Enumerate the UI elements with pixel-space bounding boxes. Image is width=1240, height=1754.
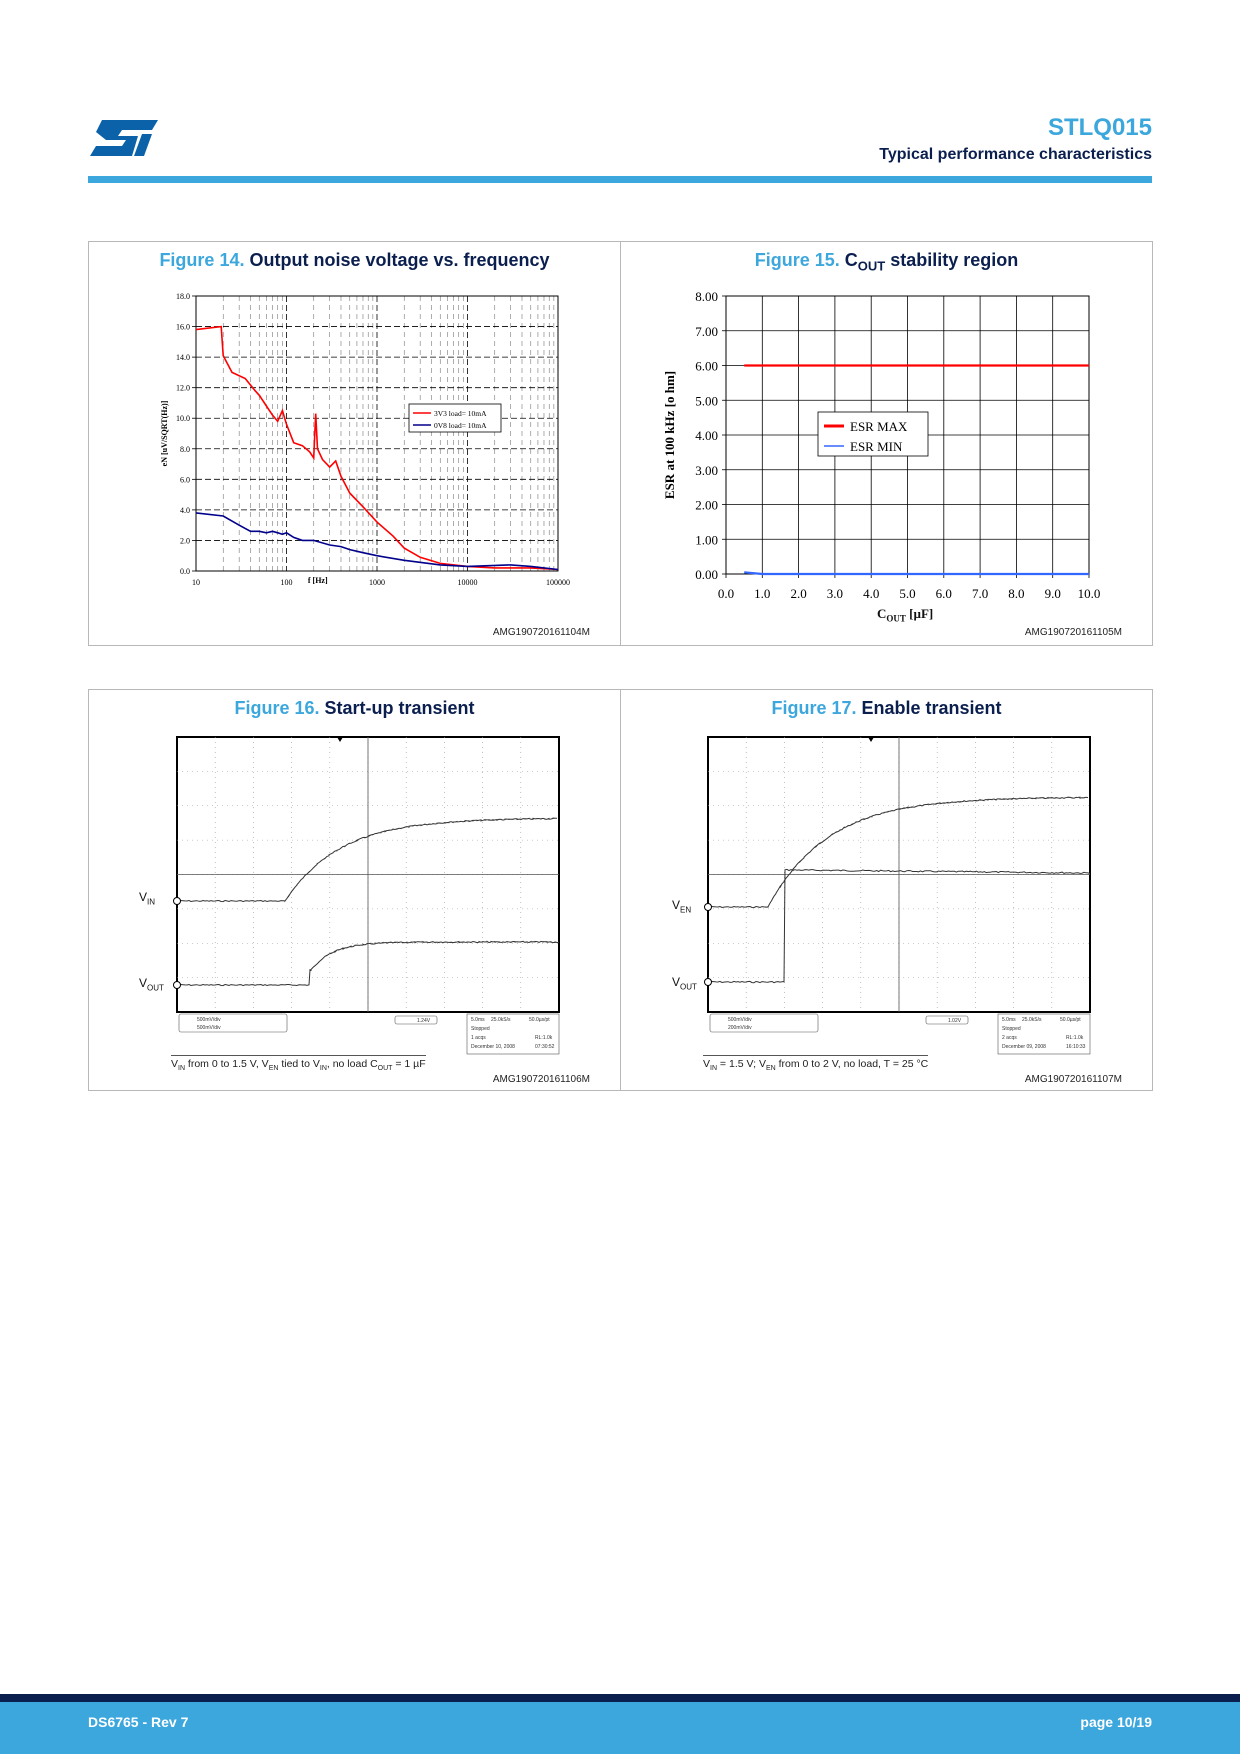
figure-16-caption: $V_{IN}$ from 0 to 1.5 V, $V_{EN}$ tied to $V_{IN}$, no load $C_{OUT} = 1$ µF — [171, 1055, 426, 1072]
doc-title: STLQ015 — [1047, 114, 1152, 141]
y-tick-label: 8.0 — [180, 444, 190, 454]
x-tick-label: 9.0 — [1044, 586, 1061, 601]
x-tick-label: 1000 — [369, 578, 385, 587]
channel-marker — [705, 904, 712, 911]
figure-15-code: AMG190720161105M — [1024, 627, 1122, 638]
acq-time: 07:30:52 — [535, 1044, 555, 1050]
acq-status: Stopped — [1002, 1026, 1021, 1032]
vout-label: $V_{OUT}$ — [139, 976, 164, 993]
footer-rule — [0, 1694, 1240, 1702]
figure-16-code: AMG190720161106M — [492, 1074, 590, 1085]
figure-14-panel — [88, 241, 621, 646]
ch2-scale: 500mV/div — [197, 1025, 221, 1031]
record-length: RL:1.0k — [1066, 1035, 1084, 1041]
channel-info-box — [710, 1014, 818, 1032]
y-tick-label: 6.0 — [180, 475, 190, 485]
x-tick-label: 8.0 — [1008, 586, 1025, 601]
y-tick-label: 0.0 — [180, 567, 190, 576]
page-number: page 10/19 — [1080, 1714, 1152, 1730]
channel-marker — [174, 898, 181, 905]
y-tick-label: 4.00 — [695, 428, 718, 443]
legend-entry: ESR MAX — [850, 419, 908, 434]
y-tick-label: 5.00 — [695, 393, 718, 409]
figure-17-panel — [620, 689, 1153, 1091]
x-tick-label: 0.0 — [717, 586, 735, 601]
acq-time: 16:10:33 — [1066, 1044, 1086, 1050]
record-length: RL:1.0k — [535, 1035, 553, 1041]
st-logo — [88, 118, 160, 158]
acq-date: December 09, 2008 — [1002, 1044, 1046, 1050]
y-tick-label: 2.00 — [695, 497, 718, 513]
figure-15-panel — [620, 241, 1153, 646]
legend-entry: ESR MIN — [850, 439, 903, 454]
trigger-level: 1.02V — [948, 1018, 962, 1024]
y-tick-label: 12.0 — [176, 383, 190, 393]
channel-marker — [705, 979, 712, 986]
channel-info-box — [179, 1014, 287, 1032]
x-tick-label: 4.0 — [863, 586, 880, 601]
ch1-scale: 500mV/div — [728, 1017, 752, 1023]
y-tick-label: 14.0 — [176, 353, 190, 363]
x-axis-label: $C_{OUT}$ [µF] — [877, 606, 934, 624]
y-tick-label: 0.00 — [695, 567, 718, 582]
acq-date: December 10, 2008 — [471, 1044, 515, 1050]
time-per-point: 50.0µs/pt — [529, 1017, 550, 1023]
y-tick-label: 10.0 — [176, 414, 190, 424]
trigger-info-box — [395, 1016, 437, 1024]
acq-count: 2 acqs — [1002, 1035, 1017, 1041]
x-tick-label: 10 — [192, 578, 200, 587]
trigger-info-box — [926, 1016, 968, 1024]
y-tick-label: 7.00 — [695, 323, 718, 339]
y-tick-label: 8.00 — [695, 289, 718, 304]
figure-14-code: AMG190720161104M — [492, 627, 590, 638]
noise-chart — [89, 242, 622, 647]
figure-17-caption: $V_{IN} = 1.5$ V; $V_{EN}$ from 0 to 2 V, no load, T = 25 °C — [703, 1055, 928, 1072]
ven-label: $V_{EN}$ — [672, 898, 692, 915]
ch1-scale: 500mV/div — [197, 1017, 221, 1023]
acq-count: 1 acqs — [471, 1035, 486, 1041]
x-tick-label: 1.0 — [754, 586, 771, 601]
figure-17-code: AMG190720161107M — [1024, 1074, 1122, 1085]
figure-16-panel — [88, 689, 621, 1091]
y-tick-label: 2.0 — [180, 536, 190, 546]
x-tick-label: 2.0 — [790, 586, 807, 601]
trigger-level: 1.24V — [417, 1018, 431, 1024]
figure-15-title: Figure 15. $C_{OUT}$ stability region — [754, 250, 1019, 274]
y-axis-label: eN [uV/SQRT(Hz)] — [160, 400, 169, 467]
x-tick-label: 100000 — [546, 578, 570, 587]
x-tick-label: 10.0 — [1077, 586, 1101, 601]
legend-entry: 0V8 load= 10mA — [434, 421, 487, 430]
vin-label: $V_{IN}$ — [139, 890, 156, 907]
x-tick-label: 5.0 — [899, 586, 916, 601]
channel-marker — [174, 982, 181, 989]
y-tick-label: 18.0 — [176, 292, 190, 301]
ch2-scale: 200mV/div — [728, 1025, 752, 1031]
y-tick-label: 6.00 — [695, 358, 718, 374]
y-tick-label: 1.00 — [695, 532, 718, 548]
doc-revision: DS6765 - Rev 7 — [88, 1714, 189, 1730]
header-rule — [88, 176, 1152, 183]
sample-rate: 25.0kS/s — [1022, 1017, 1042, 1023]
x-tick-label: 3.0 — [826, 586, 844, 601]
y-axis-label: ESR at 100 kHz [o hm] — [662, 370, 677, 500]
figure-16-title: Figure 16. Start-up transient — [234, 698, 475, 718]
figure-17-title: Figure 17. Enable transient — [771, 698, 1002, 718]
time-scale: 5.0ms — [471, 1017, 485, 1023]
stability-chart — [621, 242, 1154, 647]
y-tick-label: 4.0 — [180, 505, 190, 515]
legend-entry: 3V3 load= 10mA — [434, 409, 487, 418]
x-tick-label: 100 — [280, 578, 293, 587]
y-tick-label: 16.0 — [176, 322, 190, 332]
figure-14-title: Figure 14. Output noise voltage vs. frequency — [159, 250, 550, 270]
acq-status: Stopped — [471, 1026, 490, 1032]
sample-rate: 25.0kS/s — [491, 1017, 511, 1023]
time-per-point: 50.0µs/pt — [1060, 1017, 1081, 1023]
section-title: Typical performance characteristics — [879, 146, 1152, 163]
vout-label: $V_{OUT}$ — [672, 975, 697, 992]
enable-scope — [621, 690, 1154, 1092]
footer — [0, 1702, 1240, 1754]
x-tick-label: 7.0 — [971, 586, 989, 601]
x-axis-label: f [Hz] — [307, 576, 328, 585]
esr-min-line — [744, 572, 1089, 574]
time-scale: 5.0ms — [1002, 1017, 1016, 1023]
x-tick-label: 6.0 — [935, 586, 952, 601]
x-tick-label: 10000 — [457, 578, 478, 587]
startup-scope — [89, 690, 622, 1092]
y-tick-label: 3.00 — [695, 462, 718, 478]
